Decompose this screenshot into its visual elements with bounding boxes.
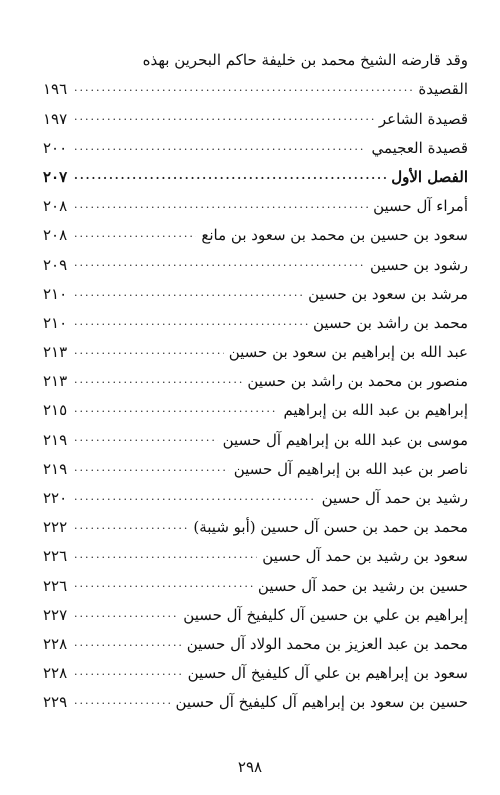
- toc-entry-title: إبراهيم بن علي بن حسين آل كليفيخ آل حسين: [183, 605, 468, 624]
- toc-entry-title: سعود بن إبراهيم بن علي آل كليفيخ آل حسين: [187, 664, 468, 683]
- toc-entry-title: قصيدة الشاعر: [378, 109, 468, 128]
- toc-entry-title: محمد بن حمد بن حسن آل حسين (أبو شيبة): [193, 518, 468, 537]
- toc-entry-page: ٢٠٨: [43, 226, 68, 245]
- toc-entry-title: رشيد بن حمد آل حسين: [321, 489, 468, 507]
- toc-entry-page: ٢٠٠: [43, 138, 68, 157]
- toc-entry: [43, 507, 468, 536]
- toc-entry: [43, 332, 468, 361]
- toc-leader-dots: [74, 694, 170, 707]
- toc-entry-page: ٢٠٨: [43, 197, 68, 216]
- toc-entry: [43, 128, 468, 157]
- toc-entry: [43, 361, 468, 390]
- toc-entry-title: سعود بن رشيد بن حمد آل حسين: [262, 547, 468, 566]
- toc-leader-dots: [74, 461, 229, 474]
- toc-leader-dots: [74, 402, 278, 415]
- toc-entry: [43, 419, 468, 448]
- toc-entry-page: ٢١٩: [43, 430, 68, 449]
- toc-entry-title: حسين بن سعود بن إبراهيم آل كليفيخ آل حسين: [175, 693, 468, 712]
- toc-leader-dots: [74, 256, 365, 269]
- toc-leader-dots: [74, 344, 224, 357]
- toc-entry-page: ٢٢٨: [43, 664, 68, 683]
- toc-entry: [43, 624, 468, 653]
- toc-entry-page: ٢١٣: [43, 343, 68, 362]
- toc-entry-title: رشود بن حسين: [370, 255, 468, 274]
- toc-entry: [43, 682, 468, 711]
- toc-entry: [43, 244, 468, 273]
- toc-entry-page: ٢١٠: [43, 313, 68, 332]
- toc-leader-dots: [74, 198, 368, 211]
- toc-entry-page: ١٩٦: [43, 80, 68, 99]
- page-number: ٢٩٨: [237, 758, 263, 776]
- toc-leader-dots: [74, 373, 242, 386]
- toc-entry-page: ٢٢٦: [43, 576, 68, 595]
- toc-entry-title: محمد بن راشد بن حسين: [313, 313, 468, 332]
- toc-entry: [43, 215, 468, 244]
- toc-leader-dots: [74, 548, 257, 561]
- toc-entry: [43, 69, 468, 98]
- toc-leader-dots: [74, 577, 253, 590]
- toc-entry: [43, 303, 468, 332]
- toc-leader-dots: [74, 110, 374, 123]
- toc-leader-dots: [74, 315, 308, 328]
- toc-entry-title: ناصر بن عبد الله بن إبراهيم آل حسين: [233, 459, 468, 478]
- toc-leader-dots: [74, 636, 182, 649]
- toc-entry-title: منصور بن محمد بن راشد بن حسين: [247, 372, 468, 391]
- toc-entry: [43, 186, 468, 215]
- toc-leader-dots: [74, 140, 366, 153]
- toc-leader-dots: [74, 490, 317, 503]
- toc-entry: [43, 653, 468, 682]
- toc-entry-title: وقد قارضه الشيخ محمد بن خليفة حاكم البحرين بهذه: [142, 51, 468, 70]
- toc-leader-dots: [74, 607, 178, 620]
- toc-entry: [43, 536, 468, 565]
- toc-entry-title: عبد الله بن إبراهيم بن سعود بن حسين: [228, 343, 468, 362]
- toc-heading: [43, 157, 468, 186]
- toc-leader-dots: [74, 81, 413, 94]
- toc-entry-page: ٢٢٢: [43, 518, 68, 537]
- toc-entry-page: ٢٢٧: [43, 605, 68, 624]
- toc-entry: [43, 274, 468, 303]
- toc-leader-dots: [74, 286, 303, 299]
- toc-entry-title: قصيدة العجيمي: [371, 138, 468, 157]
- toc-entry-page: ٢٢٠: [43, 489, 68, 507]
- toc-entry-page: ٢١٣: [43, 372, 68, 391]
- toc-entry: [43, 449, 468, 478]
- toc-entry-page: ٢٢٦: [43, 547, 68, 566]
- toc-leader-dots: [74, 519, 188, 532]
- toc-entry-title: القصيدة: [418, 80, 468, 99]
- toc-leader-dots: [74, 665, 183, 678]
- toc-entry-page: ٢٢٨: [43, 634, 68, 653]
- toc-entry-page: ٢١٩: [43, 459, 68, 478]
- toc-leader-dots: [74, 431, 218, 444]
- toc-entry-page: ٢١٠: [43, 284, 68, 303]
- toc-entry-title: محمد بن عبد العزيز بن محمد الولاد آل حسين: [186, 634, 468, 653]
- toc-entry: [43, 478, 468, 507]
- toc-entry-title: أمراء آل حسين: [373, 197, 468, 216]
- toc-entry-page: ٢١٥: [43, 401, 68, 420]
- toc-entry-title: موسى بن عبد الله بن إبراهيم آل حسين: [222, 430, 468, 449]
- toc-leader-dots: [74, 169, 386, 182]
- toc-entry: [43, 595, 468, 624]
- toc-entry-page: ٢٠٩: [43, 255, 68, 274]
- toc-entry-page: ٢٢٩: [43, 693, 68, 712]
- toc-entry-title: مرشد بن سعود بن حسين: [308, 284, 468, 303]
- toc-entry: [43, 98, 468, 127]
- table-of-contents: [43, 40, 468, 711]
- toc-entry-title: حسين بن رشيد بن حمد آل حسين: [257, 576, 468, 595]
- toc-entry: [43, 40, 468, 69]
- toc-entry-title: الفصل الأول: [391, 167, 468, 186]
- toc-entry: [43, 565, 468, 594]
- toc-entry-title: سعود بن حسين بن محمد بن سعود بن مانع: [201, 226, 468, 245]
- toc-leader-dots: [74, 227, 196, 240]
- toc-entry-title: إبراهيم بن عبد الله بن إبراهيم: [283, 401, 468, 420]
- toc-entry-page: ٢٠٧: [43, 167, 68, 186]
- toc-entry-page: ١٩٧: [43, 109, 68, 128]
- toc-entry: [43, 390, 468, 419]
